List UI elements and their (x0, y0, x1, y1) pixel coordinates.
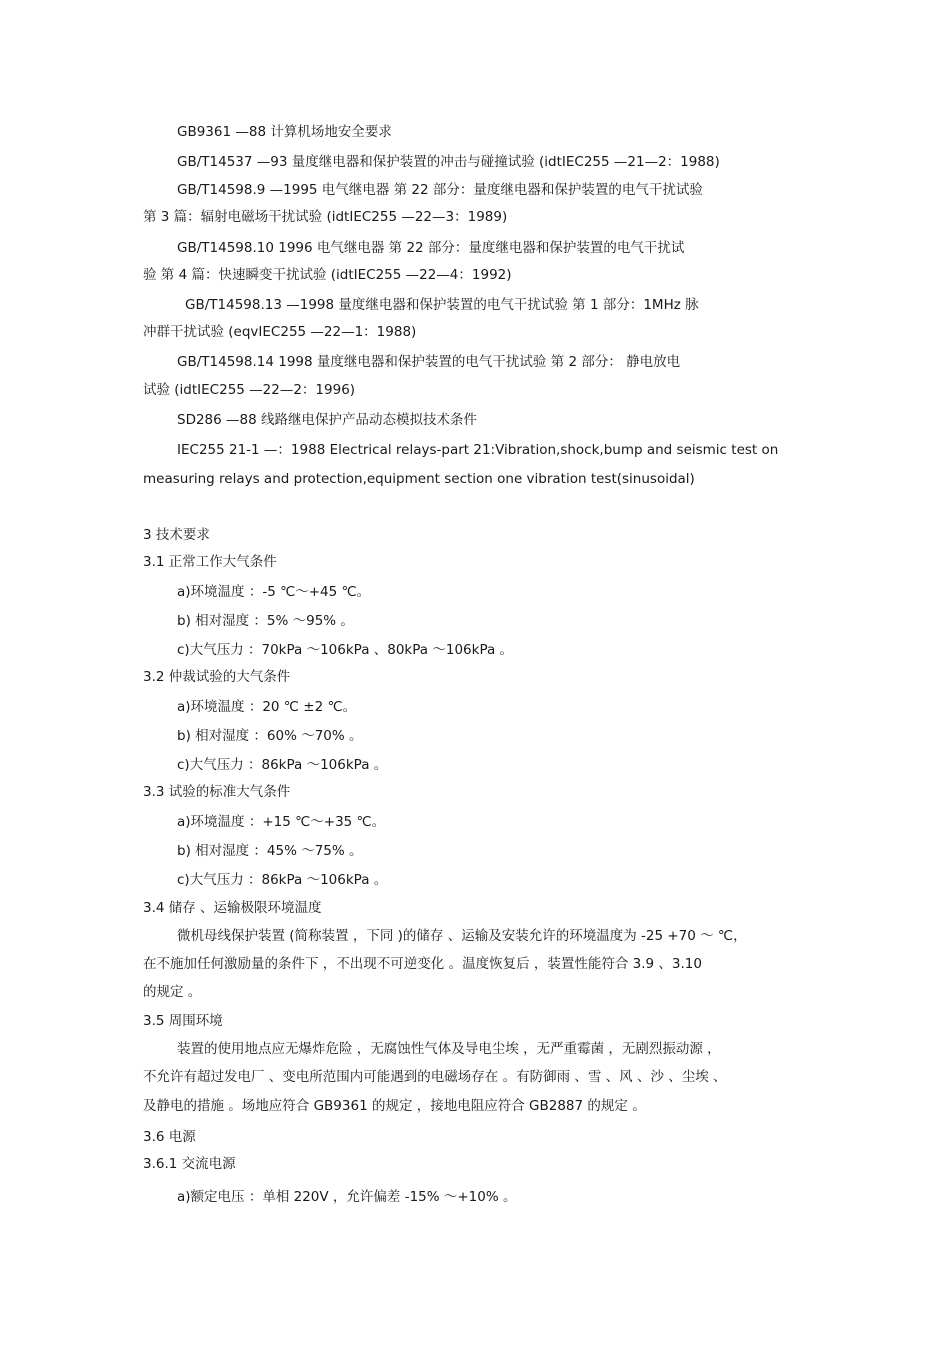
section-3-4-title: 3.4 储存 、运输极限环境温度 (143, 900, 322, 916)
ref-sd286: SD286 —88 线路继电保护产品动态模拟技术条件 (177, 412, 477, 428)
s31-temperature: a)环境温度 ：-5 ℃～+45 ℃。 (177, 584, 371, 600)
s33-humidity: b) 相对湿度 ：45% ～75% 。 (177, 843, 363, 859)
ref-gbt14598-10: GB/T14598.10 1996 电气继电器 第 22 部分：量度继电器和保护装置的电气干扰试 (177, 240, 685, 256)
ref-gbt14598-10-cont: 验 第 4 篇：快速瞬变干扰试验 (idtIEC255 —22—4：1992) (143, 267, 512, 283)
s34-para-line3: 的规定 。 (143, 984, 202, 1000)
s32-temperature: a)环境温度 ：20 ℃ ±2 ℃。 (177, 699, 357, 715)
ref-iec255-cont: measuring relays and protection,equipment section one vibration test(sinusoidal) (143, 471, 695, 487)
section-3-title: 3 技术要求 (143, 527, 210, 543)
section-3-3-title: 3.3 试验的标准大气条件 (143, 784, 291, 800)
s35-para-line1: 装置的使用地点应无爆炸危险 ，无腐蚀性气体及导电尘埃 ，无严重霉菌 ，无剧烈振动源 ， (177, 1041, 721, 1057)
s34-para-line1: 微机母线保护装置 (简称装置 ，下同 )的储存 、运输及安装允许的环境温度为 -25 +70 ～ ℃， (177, 928, 747, 944)
ref-gbt14598-13: GB/T14598.13 —1998 量度继电器和保护装置的电气干扰试验 第 1 部分：1MHz 脉 (185, 297, 699, 313)
s35-para-line3: 及静电的措施 。场地应符合 GB9361 的规定 ，接地电阻应符合 GB2887 的规定 。 (143, 1098, 646, 1114)
section-3-1-title: 3.1 正常工作大气条件 (143, 554, 277, 570)
ref-gbt14598-9-cont: 第 3 篇：辐射电磁场干扰试验 (idtIEC255 —22—3：1989) (143, 209, 508, 225)
s32-pressure: c)大气压力 ：86kPa ～106kPa 。 (177, 757, 388, 773)
s361-rated-voltage: a)额定电压 ：单相 220V ，允许偏差 -15% ～+10% 。 (177, 1189, 517, 1205)
s34-para-line2: 在不施加任何激励量的条件下 ，不出现不可逆变化 。温度恢复后 ，装置性能符合 3.9 、3.10 (143, 956, 702, 972)
ref-gbt14598-14: GB/T14598.14 1998 量度继电器和保护装置的电气干扰试验 第 2 部分： 静电放电 (177, 354, 681, 370)
s35-para-line2: 不允许有超过发电厂 、变电所范围内可能遇到的电磁场存在 。有防御雨 、雪 、风 、沙 、尘埃 、 (143, 1069, 727, 1085)
ref-gbt14598-13-cont: 冲群干扰试验 (eqvIEC255 —22—1：1988) (143, 324, 417, 340)
ref-iec255: IEC255 21-1 —：1988 Electrical relays-part 21:Vibration,shock,bump and seismic test on (177, 442, 779, 458)
section-3-6-title: 3.6 电源 (143, 1129, 196, 1145)
ref-gbt14537: GB/T14537 —93 量度继电器和保护装置的冲击与碰撞试验 (idtIEC255 —21—2：1988) (177, 154, 720, 170)
s31-humidity: b) 相对湿度 ：5% ～95% 。 (177, 613, 354, 629)
s31-pressure: c)大气压力 ：70kPa ～106kPa 、80kPa ～106kPa 。 (177, 642, 514, 658)
ref-gb9361: GB9361 —88 计算机场地安全要求 (177, 124, 392, 140)
s33-pressure: c)大气压力 ：86kPa ～106kPa 。 (177, 872, 388, 888)
s32-humidity: b) 相对湿度 ：60% ～70% 。 (177, 728, 363, 744)
ref-gbt14598-14-cont: 试验 (idtIEC255 —22—2：1996) (143, 382, 356, 398)
section-3-2-title: 3.2 仲裁试验的大气条件 (143, 669, 291, 685)
section-3-5-title: 3.5 周围环境 (143, 1013, 223, 1029)
section-3-6-1-title: 3.6.1 交流电源 (143, 1156, 236, 1172)
s33-temperature: a)环境温度 ：+15 ℃～+35 ℃。 (177, 814, 386, 830)
ref-gbt14598-9: GB/T14598.9 —1995 电气继电器 第 22 部分：量度继电器和保护装置的电气干扰试验 (177, 182, 703, 198)
